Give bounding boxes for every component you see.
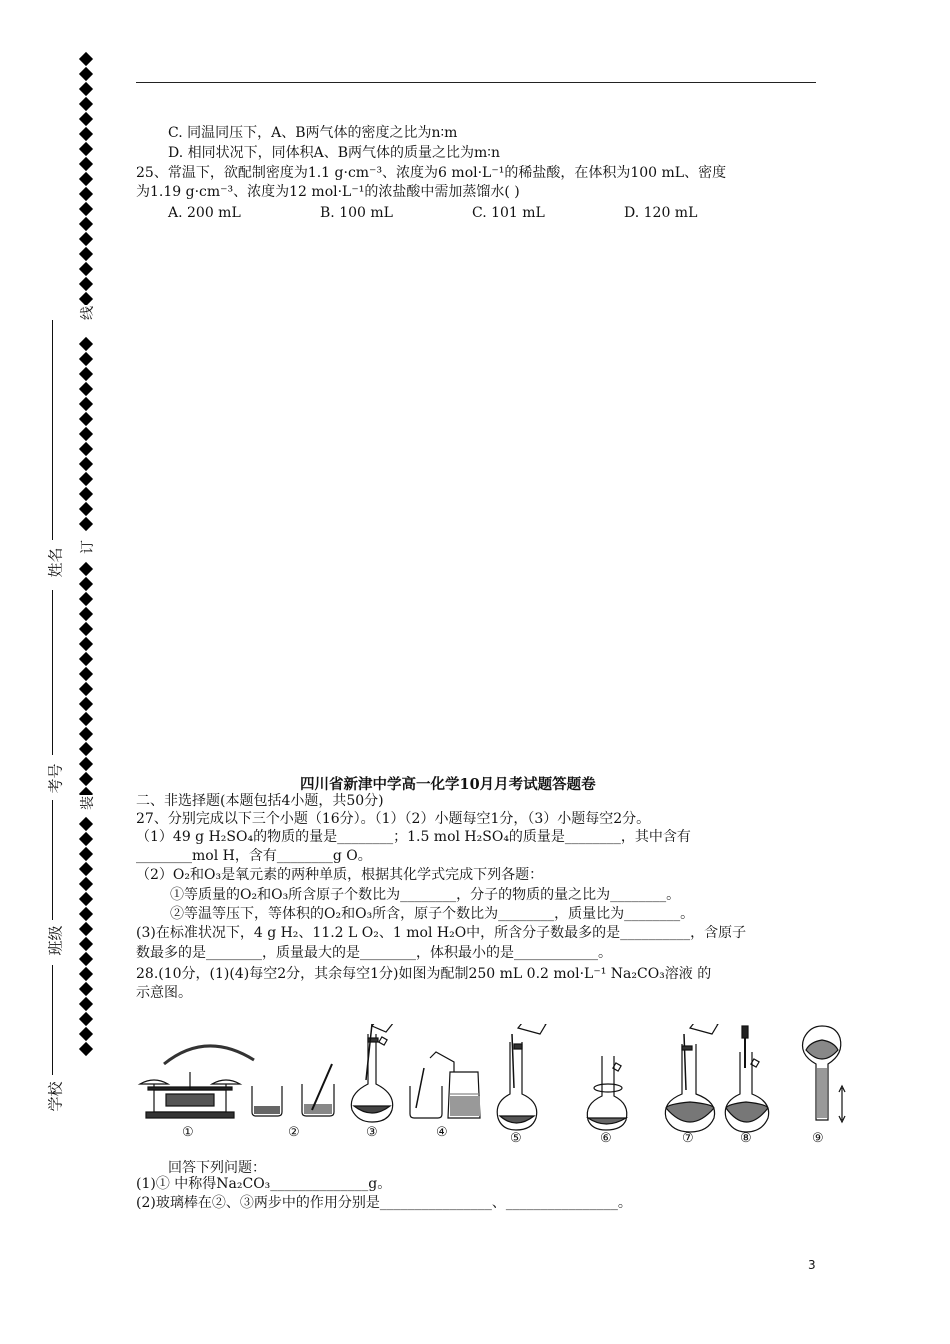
binding-diamond bbox=[79, 292, 93, 306]
binding-diamond bbox=[79, 367, 93, 381]
binding-diamond bbox=[79, 517, 93, 531]
binding-diamond bbox=[79, 112, 93, 126]
binding-diamond bbox=[79, 82, 93, 96]
binding-diamond bbox=[79, 832, 93, 846]
beaker-illustration bbox=[252, 1086, 282, 1116]
binding-diamond bbox=[79, 667, 93, 681]
binding-diamond bbox=[79, 1042, 93, 1056]
binding-diamond bbox=[79, 442, 93, 456]
binding-diamond bbox=[79, 262, 93, 276]
binding-diamond bbox=[79, 127, 93, 141]
binding-diamond bbox=[79, 682, 93, 696]
binding-diamond bbox=[79, 847, 93, 861]
binding-diamond bbox=[79, 952, 93, 966]
question-25-line-1: 25、常温下，欲配制密度为1.1 g·cm⁻³、浓度为6 mol·L⁻¹的稀盐酸，在体积为100 mL、密度 bbox=[136, 165, 727, 181]
binding-diamond bbox=[79, 502, 93, 516]
question-28-part2: (2)玻璃棒在②、③两步中的作用分别是________________、________________。 bbox=[136, 1195, 632, 1211]
q27-part2-item1: ①等质量的O₂和O₃所含原子个数比为________，分子的物质的量之比为________。 bbox=[170, 887, 681, 903]
binding-diamond bbox=[79, 607, 93, 621]
step-label-7: ⑦ bbox=[682, 1131, 694, 1146]
binding-diamond bbox=[79, 967, 93, 981]
binding-diamond-column bbox=[80, 50, 96, 1062]
binding-diamond bbox=[79, 352, 93, 366]
volumetric-flask-dropper-illustration bbox=[725, 1026, 768, 1132]
binding-word-zhuang: 装 bbox=[76, 795, 98, 811]
binding-diamond bbox=[79, 1027, 93, 1041]
class-underline bbox=[52, 800, 53, 920]
binding-diamond bbox=[79, 202, 93, 216]
binding-word-ding: 订 bbox=[76, 539, 98, 555]
binding-diamond bbox=[79, 562, 93, 576]
binding-diamond bbox=[79, 277, 93, 291]
binding-diamond bbox=[79, 862, 93, 876]
question-25-options bbox=[168, 205, 776, 221]
binding-diamond bbox=[79, 757, 93, 771]
volumetric-flask-transfer-illustration bbox=[497, 1024, 546, 1130]
volumetric-flask-fill-illustration bbox=[665, 1024, 718, 1132]
binding-diamond bbox=[79, 337, 93, 351]
binding-diamond bbox=[79, 382, 93, 396]
binding-diamond bbox=[79, 412, 93, 426]
step-label-6: ⑥ bbox=[600, 1131, 612, 1146]
step-label-5: ⑤ bbox=[510, 1131, 522, 1146]
name-underline bbox=[52, 320, 53, 540]
option-d-line: D. 相同状况下，同体积A、B两气体的质量之比为m∶n bbox=[168, 145, 500, 161]
binding-diamond bbox=[79, 487, 93, 501]
binding-diamond bbox=[79, 922, 93, 936]
binding-diamond bbox=[79, 1012, 93, 1026]
label-class: 班级 bbox=[46, 925, 65, 956]
step-label-1: ① bbox=[182, 1125, 194, 1140]
question-28-part1: (1)① 中称得Na₂CO₃______________g。 bbox=[136, 1176, 392, 1192]
binding-diamond bbox=[79, 892, 93, 906]
q27-part1-line2: ________mol H，含有________g O。 bbox=[136, 848, 372, 864]
q27-part3-line2: 数最多的是________，质量最大的是________，体积最小的是____________。 bbox=[136, 945, 612, 961]
beaker-with-rod-illustration bbox=[302, 1064, 334, 1116]
binding-word-xian: 线 bbox=[76, 305, 98, 321]
binding-diamond bbox=[79, 712, 93, 726]
binding-diamond bbox=[79, 727, 93, 741]
binding-diamond bbox=[79, 172, 93, 186]
answer-sheet-title: 四川省新津中学高一化学10月月考试题答题卷 bbox=[300, 776, 596, 793]
binding-diamond bbox=[79, 592, 93, 606]
binding-diamond bbox=[79, 742, 93, 756]
step-label-4: ④ bbox=[436, 1125, 448, 1140]
question-27-intro: 27、分别完成以下三个小题（16分）。（1）（2）小题每空1分，（3）小题每空2分。 bbox=[136, 811, 651, 827]
binding-diamond bbox=[79, 577, 93, 591]
binding-diamond bbox=[79, 622, 93, 636]
exam-number-underline bbox=[52, 590, 53, 755]
binding-diamond bbox=[79, 97, 93, 111]
section-heading: 二、非选择题(本题包括4小题，共50分) bbox=[136, 793, 384, 809]
binding-diamond bbox=[79, 937, 93, 951]
binding-diamond bbox=[79, 142, 93, 156]
step-label-8: ⑧ bbox=[740, 1131, 752, 1146]
balance-illustration bbox=[140, 1046, 254, 1118]
label-exam-number: 考号 bbox=[46, 763, 65, 794]
step-label-2: ② bbox=[288, 1125, 300, 1140]
q27-part1-line1: （1）49 g H₂SO₄的物质的量是________；1.5 mol H₂SO₄的质量是________，其中含有 bbox=[136, 829, 691, 845]
step-label-3: ③ bbox=[366, 1125, 378, 1140]
binding-diamond bbox=[79, 877, 93, 891]
binding-diamond bbox=[79, 982, 93, 996]
binding-diamond bbox=[79, 217, 93, 231]
question-28-line1: 28.(10分，(1)(4)每空2分，其余每空1分)如图为配制250 mL 0.2 mol·L⁻¹ Na₂CO₃溶液 的 bbox=[136, 966, 712, 982]
beaker-and-wash-bottle-illustration bbox=[410, 1052, 480, 1118]
binding-diamond bbox=[79, 907, 93, 921]
binding-diamond bbox=[79, 157, 93, 171]
option-b: B. 100 mL bbox=[320, 205, 393, 221]
binding-diamond bbox=[79, 472, 93, 486]
binding-diamond bbox=[79, 697, 93, 711]
solution-preparation-diagram bbox=[136, 1024, 846, 1154]
volumetric-flask-pour-illustration bbox=[351, 1024, 394, 1122]
binding-diamond bbox=[79, 247, 93, 261]
q27-part2-intro: （2）O₂和O₃是氧元素的两种单质，根据其化学式完成下列各题： bbox=[136, 867, 544, 883]
binding-diamond bbox=[79, 52, 93, 66]
binding-diamond bbox=[79, 457, 93, 471]
header-rule bbox=[136, 82, 816, 83]
question-25-line-2: 为1.19 g·cm⁻³、浓度为12 mol·L⁻¹的浓盐酸中需加蒸馏水( ) bbox=[136, 184, 520, 200]
volumetric-flask-swirl-illustration bbox=[587, 1056, 627, 1130]
binding-diamond bbox=[79, 187, 93, 201]
option-a: A. 200 mL bbox=[168, 205, 241, 221]
binding-diamond bbox=[79, 637, 93, 651]
binding-diamond bbox=[79, 67, 93, 81]
q27-part2-item2: ②等温等压下，等体积的O₂和O₃所含，原子个数比为________，质量比为________。 bbox=[170, 906, 695, 922]
binding-diamond bbox=[79, 772, 93, 786]
binding-diamond bbox=[79, 652, 93, 666]
q27-part3-line1: (3)在标准状况下，4 g H₂、11.2 L O₂、1 mol H₂O中，所含分子数最多的是__________，含原子 bbox=[136, 925, 747, 941]
binding-diamond bbox=[79, 397, 93, 411]
option-c: C. 101 mL bbox=[472, 205, 545, 221]
label-name: 姓名 bbox=[46, 547, 65, 578]
binding-diamond bbox=[79, 427, 93, 441]
option-d: D. 120 mL bbox=[624, 205, 698, 221]
question-28-line2: 示意图。 bbox=[136, 985, 192, 1001]
step-label-9: ⑨ bbox=[812, 1131, 824, 1146]
answer-intro: 回答下列问题： bbox=[168, 1160, 266, 1176]
school-underline bbox=[52, 965, 53, 1075]
binding-diamond bbox=[79, 997, 93, 1011]
option-c-line: C. 同温同压下，A、B两气体的密度之比为n∶m bbox=[168, 125, 458, 141]
page-number: 3 bbox=[808, 1258, 816, 1272]
inverted-flask-illustration bbox=[803, 1026, 846, 1122]
label-school: 学校 bbox=[46, 1081, 65, 1112]
binding-diamond bbox=[79, 232, 93, 246]
binding-diamond bbox=[79, 817, 93, 831]
